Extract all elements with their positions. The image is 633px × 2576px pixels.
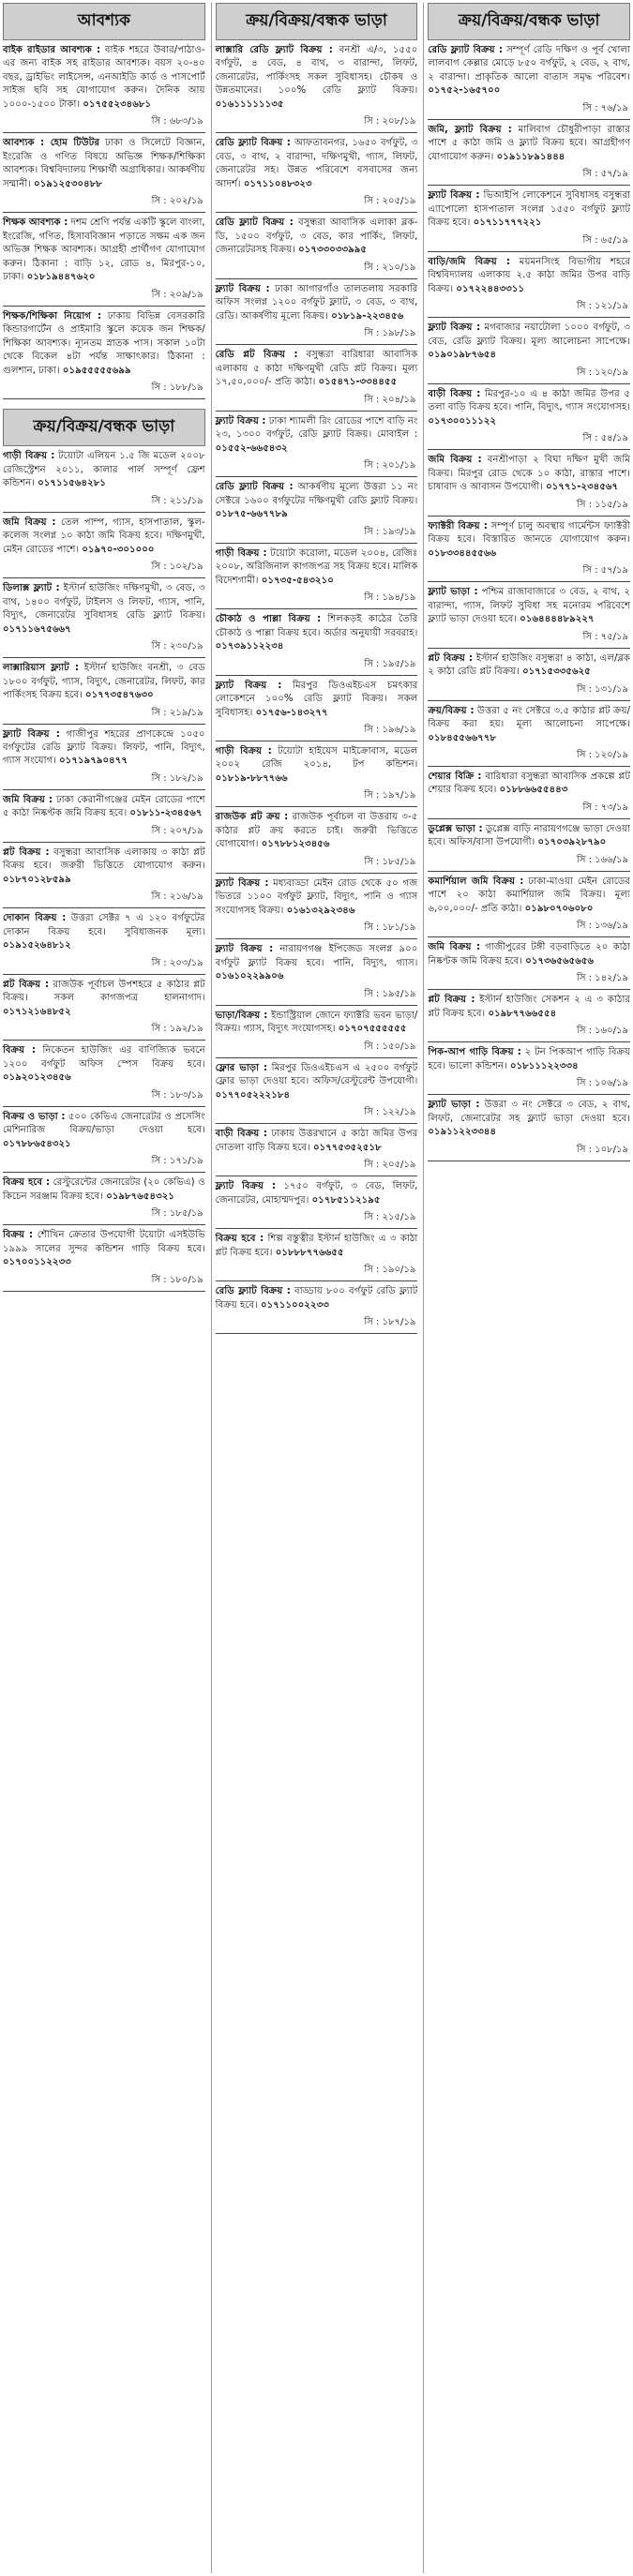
ad-phone: ০১৭৫৫২৩৪৬৮১ [83, 98, 152, 110]
ad-phone: ০১৭১১৭৭৭২২১ [473, 217, 542, 229]
ad-phone: ০১৬১১১১১১৩৫ [215, 98, 284, 110]
ad-keyword: বাড়ী বিক্রয় : [428, 388, 481, 399]
classified-ad [216, 1233, 418, 1262]
ad-text: সম্পূর্ণ চালু অবস্থায় গার্মেন্টস ফ্যাক্টরী বিক্রয় হবে। বিস্তারিত জানতে যোগাযোগ করুন। [428, 520, 631, 546]
ad-text: রেস্টুরেন্টের জেনারেটর (২০ কেভিএ) ও কিচেন সরঞ্জাম বিক্রয় হবে। [3, 1177, 205, 1202]
classified-ad [428, 705, 630, 747]
classified-ad [216, 613, 418, 655]
classified-ad [3, 1044, 205, 1086]
classified-ad [3, 582, 205, 638]
ad-reference: সি : ১০২/১৯ [3, 559, 205, 578]
classified-ad [216, 745, 418, 787]
ad-reference: সি : ১৮৩/১৯ [3, 1087, 205, 1107]
ad-phone: ০১৫৫২-৬৬৫৪৩২ [215, 442, 288, 454]
ad-text: ৫০০ কেভিএ জেনারেটর ও প্রসেসিং মেশিনারিজ বিক্রয়/ভাড়া দেওয়া হবে। [3, 1111, 205, 1136]
ad-reference: সি : ১৯৬/১৯ [216, 722, 418, 741]
ad-phone: ০১৭০৭৫৫৫৫৫৫ [338, 1024, 407, 1035]
ad-keyword: ফ্ল্যাট ভাড়া : [428, 587, 478, 598]
classified-ad [3, 517, 205, 559]
ad-phone: ০১৯৫৫৫৫৫৬৯৯ [62, 365, 131, 376]
ad-text: উত্তরা সেক্টর ৭ এ ১২০ বর্গফুটের দোকান বিক্রয় হবে। সুবিধাজনক মূল্য। [3, 913, 205, 937]
ad-keyword: গাড়ী বিক্রয় : [215, 745, 272, 756]
ad-text: আকর্ষণীয় মূল্যে উত্তরা ১১ নং সেক্টরে ১৬০০ বর্গফুটের দক্ষিণমুখী রেডি ফ্ল্যাট বিক্রয়। [215, 482, 418, 506]
ad-reference: সি : ৫৪/১৯ [428, 430, 630, 450]
ad-reference: সি : ১৯৫/১৯ [216, 656, 418, 676]
ad-reference: সি : ১৬৬/১৯ [428, 852, 630, 872]
ad-phone: ০১৯০১৯৮৭৬৫৪ [428, 350, 497, 361]
ad-phone: ০১৭০০১১২২৩৩ [3, 1257, 71, 1268]
ad-reference: সি : ১৩১/১৯ [428, 681, 630, 701]
ad-phone: ০১৯৮০৭০৬০৮০ [524, 903, 594, 914]
classified-ad [3, 137, 205, 193]
ad-text: নারায়ণগঞ্জ ইপিজেড সংলগ্ন ৯০০ বর্গফুট ফ্ল্যাট বিক্রয় হবে। পানি, বিদ্যুৎ, গ্যাস। [215, 944, 418, 968]
classified-ad [428, 876, 630, 918]
ad-reference: সি : ১২০/১৯ [428, 747, 630, 767]
ad-reference: সি : ১২২/১৯ [216, 1104, 418, 1124]
ad-reference: সি : ১৮৫/১৯ [3, 1206, 205, 1225]
classified-ad [3, 846, 205, 889]
classified-ad [216, 1128, 418, 1157]
ad-text: ঢাকা-মাওয়া মেইন রোডের পাশে ২০ কাঠা কমার্শিয়াল জমি বিক্রয়। মূল্য ৬,০০,০০০/- প্রতি কাঠা। [428, 876, 631, 914]
ad-phone: ০১৭৭৫৩৫২৫১৮ [312, 1142, 382, 1153]
ad-keyword: বাড়ি/জমি বিক্রয় : [428, 256, 510, 267]
ad-phone: ০১৮৮৬৬৫৫৪৪৩ [499, 785, 568, 796]
classified-ad [428, 994, 630, 1023]
ad-text: বাইক শহরে উবার/পাঠাও-এর জন্য বাইক সহ রাইডার আবশ্যক। বয়স ২০-৪০ বছর, ড্রাইভিং লাইসেন্স, এনআইডি কার্ড ও পাসপোর্ট সাইজ ছবি সহ যোগাযোগ করুন। দৈনিক আয় ১০০০-১৫০০ টাকা। [3, 45, 205, 110]
ad-text: ভিআইপি লোকেশনে সুবিধাসহ বসুন্ধরা এ্যাপোলো হাসপাতাল সংলগ্ন ১৫৫০ বর্গফুট ফ্ল্যাট বিক্রয় হবে। [428, 190, 631, 229]
ad-phone: ০১৭৭০৫২২২১৮৪ [215, 1089, 291, 1101]
classified-ad [3, 662, 205, 704]
classified-ad [3, 979, 205, 1021]
ad-reference: সি : ১৯৪/১৯ [216, 590, 418, 609]
classified-ad [216, 877, 418, 920]
ad-reference: সি : ১৬০/১৯ [428, 1023, 630, 1042]
section-header: ক্রয়/বিক্রয়/বন্ধক ভাড়া [3, 409, 205, 446]
ad-text: ময়মনসিংহ বিভাগীয় শহরে বিশ্ববিদ্যালয় এলাকায় ২.৫ কাঠা জমির উপর বাড়ি বিক্রয়। [428, 256, 631, 294]
ad-keyword: বাইক রাইডার আবশ্যক : [3, 45, 101, 55]
ad-keyword: বিক্রয় : [3, 1045, 36, 1056]
ad-phone: ০১৯২০১২৩৪৫৬ [3, 1072, 71, 1084]
ad-text: বারিধারা বসুন্ধরা আবাসিক প্রকল্পে প্লট শেয়ার বিক্রয় হবে। [428, 771, 631, 796]
section-header: ক্রয়/বিক্রয়/বন্ধক ভাড়া [216, 3, 418, 40]
classified-ad [3, 912, 205, 954]
ad-phone: ০১৬১০২২৯৯০৬ [215, 971, 284, 982]
ad-text: শৌখিন ক্রেতার উপযোগী টয়োটা এসইউভি ১৯৯৯ সালের সুন্দর কন্ডিশন গাড়ি বিক্রয় হবে। [3, 1230, 205, 1254]
ad-reference: সি : ১৮১/১৯ [216, 920, 418, 939]
ad-keyword: ফ্যাক্টরী বিক্রয় : [428, 520, 488, 532]
classified-ad [216, 1180, 418, 1209]
ad-phone: ০১৭৩৯১১২২৩৪ [215, 641, 284, 652]
ad-text: তেল পাম্প, গ্যাস, হাসপাতাল, স্কুল-কলেজ সংলগ্ন ১০ কাঠা জমি বিক্রয় হবে। দক্ষিণমুখী, মেইন রোডের পাশে। [3, 517, 205, 555]
ad-phone: ০১৮৮৮৭৭৬৬৫৫ [275, 1247, 344, 1258]
classified-ad [216, 943, 418, 985]
ad-phone: ০১৭০৩৯২৮৭৯০ [537, 837, 607, 848]
ad-reference: সি : ১৯৩/১৯ [216, 524, 418, 544]
ad-reference: সি : ১৯৫/১৯ [216, 986, 418, 1006]
ad-text: উত্তরা ৩ নং সেক্টরে ৩ বেড, ২ বাথ, লিফট, জেনারেটর সহ ফ্ল্যাট ভাড়া দেওয়া হবে। [428, 1100, 631, 1124]
ad-phone: ০১৭৮৮১২৩৪৫৬ [261, 839, 330, 850]
classified-ad [216, 415, 418, 457]
ad-keyword: জমি বিক্রয় : [428, 455, 482, 466]
classified-column [3, 3, 205, 2573]
ad-phone: ০১৭১১০০২২৩৩ [261, 1299, 329, 1310]
classified-ad [428, 124, 630, 166]
ad-reference: সি : ১৮২/১৯ [3, 771, 205, 790]
ad-phone: ০১৭২২৪৪৩৩১১ [456, 283, 525, 294]
classified-ad [216, 349, 418, 391]
classified-ad [3, 1111, 205, 1153]
ad-keyword: বিক্রয় হবে : [3, 1177, 51, 1189]
ad-keyword: রেডি ফ্ল্যাট বিক্রয় : [215, 138, 291, 149]
classified-ad [428, 652, 630, 681]
ad-text: মিরপুর ডিওএইচএস এ ২৫০০ বর্গফুট ফ্লোর ভাড়া দেওয়া হবে। অফিস/রেস্টুরেন্ট উপযোগী। [215, 1062, 418, 1087]
ad-keyword: লাক্সারিয়াস ফ্ল্যাট : [3, 663, 79, 674]
classified-ad [428, 586, 630, 628]
ad-reference: সি : ১৮৫/১৯ [216, 854, 418, 874]
ad-keyword: ভাড়া/বিক্রয় : [215, 1010, 268, 1021]
ad-keyword: শিক্ষক/শিক্ষিকা নিয়োগ : [3, 310, 102, 322]
ad-keyword: কমার্শিয়াল জমি বিক্রয় : [428, 876, 524, 887]
ad-text: ঢাকা আগারগাঁও তালতলায় সরকারি অফিস সংলগ্ন ১২০০ বর্গফুট ফ্ল্যাট, ৩ বেড, ৩ বাথ, রেডি। আকর্ষণীয় মূল্যে বিক্রয়। [215, 283, 418, 322]
ad-text: ইস্টার্ন হাউজিং বনশ্রী, ৩ বেড ১৮০০ বর্গফুট, গ্যাস, বিদ্যুৎ, জেনারেটর, লিফট, কার পার্কিংসহ বিক্রয় হবে। [3, 663, 205, 701]
ad-reference: সি : ১৮৮/১৯ [3, 380, 205, 399]
ad-keyword: শিক্ষক আবশ্যক : [3, 217, 68, 229]
ad-phone: ০১৮১৯-৮৮৭৭৬৬ [215, 772, 288, 784]
ad-keyword: বিক্রয় হবে : [215, 1234, 264, 1245]
ad-reference: সি : ১৮০/১৯ [3, 1272, 205, 1292]
ad-reference: সি : ২০৭/১৯ [3, 823, 205, 843]
ad-phone: ০১৯১২৫৩০৪৮৮ [34, 178, 102, 189]
ad-text: ১৭৫০ বর্গফুট, ৩ বেড, লিফট, জেনারেটর, মোহাম্মদপুর। [215, 1181, 418, 1206]
ad-reference: সি : ১৫০/১৯ [216, 1039, 418, 1058]
classified-ad [216, 680, 418, 722]
ad-reference: সি : ২৩০/১৯ [3, 638, 205, 658]
ad-keyword: চৌকাঠ ও পাল্লা বিক্রয় : [215, 614, 322, 625]
classified-ad [216, 811, 418, 853]
classified-ad [216, 1285, 418, 1314]
ad-phone: ০১৭১৫৩৩৫৬২৫ [522, 666, 591, 678]
ad-keyword: প্লট বিক্রয় : [428, 652, 473, 664]
ad-text: ঢাকা কেরানীগঞ্জের মেইন রোডের পাশে ৫ কাঠা নিষ্কণ্টক জমি বিক্রয় হবে। [3, 794, 205, 819]
ad-keyword: প্লট বিক্রয় : [428, 995, 475, 1006]
ad-phone: ০১৮১৯৪৪৭৬২০ [26, 272, 96, 283]
classified-ad [428, 256, 630, 298]
ad-reference: সি : ৭৫/১৯ [428, 629, 630, 649]
ad-text: মিরপুর ডিওএইচএস চমৎকার লোকেশনে ১০০% রেডি ফ্ল্যাট বিক্রয়। সকল সুবিধাসহ। [215, 680, 418, 718]
ad-keyword: ফ্ল্যাট বিক্রয় : [215, 1181, 276, 1192]
ad-keyword: ডুপ্লেক্স ভাড়া : [428, 823, 483, 834]
ad-text: পশ্চিম রাজাবাজারে ৩ বেড, ২ বাথ, ২ বারান্দা, গ্যাস, লিফট সুবিধা সহ মনোরম পরিবেশে ফ্ল্যাট ভাড়া দেওয়া হবে। [428, 587, 631, 625]
ad-text: শিলকড়ই কাঠের তৈরি চৌকাঠ ও পাল্লা বিক্রয় হবে। অর্ডার অনুযায়ী সরবরাহ। [215, 614, 418, 638]
ad-keyword: প্লট বিক্রয় : [3, 979, 50, 990]
ad-keyword: রেডি প্লট বিক্রয় : [215, 350, 298, 361]
ad-phone: ০১৮১১-২৩৪৫৬৭ [129, 808, 203, 819]
ad-keyword: রেডি ফ্ল্যাট বিক্রয় : [215, 1286, 291, 1297]
ad-reference: সি : ৭৩/১৯ [428, 800, 630, 819]
ad-text: শিল্প বস্তুত্বীর ইস্টার্ন হাউজিং এ ৩ কাঠা প্লট বিক্রয় হবে। [215, 1234, 418, 1258]
ad-phone: ০১৮৩৩৪৪৫৫৬৬ [428, 547, 497, 559]
classified-ad [428, 1046, 630, 1075]
classified-ad [428, 189, 630, 232]
ad-keyword: রেডি ফ্ল্যাট বিক্রয় : [215, 482, 294, 493]
ad-keyword: পিক-আপ গাড়ি বিক্রয় : [428, 1047, 521, 1058]
ad-keyword: জমি বিক্রয় : [3, 517, 56, 528]
classified-ad [216, 481, 418, 523]
ad-phone: ০১৮৭৫-৬৬৭৭৮৯ [215, 509, 288, 520]
ad-text: রাজউক পূর্বাচল উপশহরে ৫ কাঠার প্লট বিক্রয়। সকল কাগজপত্র হালনাগাদ। [3, 979, 205, 1004]
ad-reference: সি : ২১৯/১৯ [3, 705, 205, 725]
ad-reference: সি : ৬৮৩/১৯ [3, 113, 205, 133]
ad-phone: ০১৫৪৭১-৩৩৪৪৫৫ [318, 377, 398, 388]
classified-ad [428, 771, 630, 800]
ad-phone: ০১৭৫৬-১৪৩২৭৭ [255, 707, 328, 718]
ad-phone: ০১৭১৯৭৯০৪৭৭ [59, 756, 128, 767]
ad-phone: ০১৯১১২২৩৩৪৪ [428, 1127, 497, 1138]
ad-reference: সি : ২০৯/১৯ [3, 287, 205, 307]
ad-reference: সি : ১৯২/১৯ [3, 1021, 205, 1041]
ad-phone: ০১৭৮৮৬৫৪৩২১ [3, 1138, 71, 1149]
ad-phone: ০১৭৮৫১১২১৯৫ [311, 1194, 381, 1206]
ad-reference: সি : ১৯০/১৯ [216, 1262, 418, 1281]
classified-ad [428, 44, 630, 100]
ad-text: বসুন্ধরা আবাসিক এলাকায় ৩ কাঠা প্লট বিক্রয় হবে। জরুরী ভিত্তিতে যোগাযোগ করুন। [3, 846, 205, 872]
ad-keyword: ফ্ল্যাট ভাড়া : [428, 1100, 480, 1111]
ad-keyword: রেডি ফ্ল্যাট বিক্রয় : [428, 45, 504, 55]
ad-text: বসুন্ধরা আবাসিক এলাকা ব্লক-ডি, ১৫০০ বর্গফুট, ৩ বেড, কার পার্কিং, লিফট, জেনারেটরসহ বিক্রয়। [215, 217, 418, 256]
classified-ad [428, 520, 630, 562]
ad-phone: ০১৭৭৩৫৪৭৬৩০ [84, 690, 154, 701]
ad-keyword: ফ্ল্যাট বিক্রয় : [215, 283, 270, 294]
ad-reference: সি : ২০৫/১৯ [216, 1157, 418, 1176]
ad-phone: ০১৭১১০৪৮৩২৩ [243, 178, 312, 189]
classified-ad [3, 44, 205, 113]
ad-phone: ০১৭৭১-২৩৪৫৬৭ [546, 482, 619, 493]
ad-reference: সি : ২০৪/১৯ [216, 392, 418, 412]
ad-text: ইস্টার্ন হাউজিং দক্ষিণমুখী, ৩ বেড, ৩ বাথ, ১৪০০ বর্গফুট, টাইলস ও লিফট, গ্যাস, পানি, বিদ্যুৎ, জেনারেটর সুবিধাসহ রেডি ফ্ল্যাট বিক্রয়। [3, 583, 205, 622]
classified-ad [3, 794, 205, 823]
ad-reference: সি : ১৯৭/১৯ [216, 787, 418, 807]
section-header: আবশ্যক [3, 3, 205, 40]
ad-reference: সি : ১০৬/১৯ [428, 1075, 630, 1095]
ad-reference: সি : ৬৫/১৯ [428, 232, 630, 252]
ad-text: মিরপুর-১০ এ ৪ কাঠা জমির উপর ৫ তলা বাড়ি বিক্রয় হবে। পানি, বিদ্যুৎ, গ্যাস সংযোগসহ। [428, 388, 631, 413]
ad-phone: ০১৭৩৩০৩৩৯৯৫ [298, 245, 367, 256]
ad-text: বনশ্রী এ/৩, ১৫৫০ বর্গফুট, ৪ বেড, ৪ বাথ, ৩ বারান্দা, লিফট, জেনারেটর, পার্কিংসহ সকল সুবিধাসহ। চৌকষ ও উন্নতমানের। ১০০% রেডি ফ্ল্যাট বিক্রয়। [215, 45, 418, 97]
ad-keyword: রেডি ফ্ল্যাট বিক্রয় : [215, 217, 294, 229]
classified-column [211, 3, 418, 2573]
ad-text: টয়োটা এলিয়ন ১.৫ জি মডেল ২০০৮ রেজিস্ট্রেশন ২০১১, কালার পার্ল সম্পূর্ণ ফ্রেশ কন্ডিশন। [3, 451, 205, 489]
classified-ad [3, 217, 205, 286]
ad-text: ডুপ্লেক্স বাড়ি নারায়ণগঞ্জে ভাড়া দেওয়া হবে। অফিস/বাসা উপযোগী। [428, 823, 630, 848]
ad-phone: ০১৭১২১৬৪৮৫২ [3, 1006, 71, 1017]
ad-text: ঢাকায় বিভিন্ন বেসরকারি কিন্ডারগার্টেন ও প্রাইমারি স্কুলে কয়েক জন শিক্ষক/শিক্ষিকা আবশ্যক। ন্যূনতম স্নাতক পাস। সকাল ১০টা থেকে বিকেল ৪টা পর্যন্ত সাক্ষাৎকার। ঠিকানা : গুলশান, ঢাকা। [3, 310, 205, 376]
classified-ad [428, 454, 630, 496]
ad-text: সম্পূর্ণ রেডি দক্ষিণ ও পূর্ব খোলা লালবাগ কেল্লার মোড়ে ৮৫০ বর্গফুট, ২ বেড, ২ বাথ, ২ বারান্দা। প্রাকৃতিক আলো বাতাস সমৃদ্ধ পরিবেশ। [428, 45, 631, 82]
ad-phone: ০১৬৪৪৪৪৮৯২২৭ [520, 614, 595, 625]
ad-phone: ০১৯৭০-৩০১০০০ [82, 544, 155, 555]
ad-phone: ০১৭৫২-১৬৫৭০০ [428, 85, 501, 97]
ad-reference: সি : ২১৬/১৯ [3, 889, 205, 908]
classified-ad [428, 1099, 630, 1141]
ad-reference: সি : ৫৭/১৯ [428, 166, 630, 186]
ad-text: ঢাকায় উত্তরখানে ৫ কাঠা জমির উপর দোতলা বাড়ি বিক্রয় হবে। [215, 1129, 418, 1153]
ad-text: ইস্টার্ন হাউজিং সেকশন ২ এ ৩ কাঠার প্লট বিক্রয় হবে। [428, 995, 630, 1019]
ad-reference: সি : ২০৫/১৯ [216, 193, 418, 213]
ad-reference: সি : ২০২/১৯ [3, 193, 205, 213]
ad-reference: সি : ১৭১/১৯ [3, 1153, 205, 1173]
ad-text: ইন্ডাস্ট্রিয়াল জোনে ফ্যাক্টরি ভবন ভাড়া/বিক্রয়। গ্যাস, বিদ্যুৎ সংযোগসহ। [215, 1010, 418, 1035]
ad-keyword: প্লট বিক্রয় : [3, 846, 50, 858]
ad-keyword: ফ্ল্যাট বিক্রয় : [215, 944, 274, 955]
ad-keyword: ফ্ল্যাট বিক্রয় : [428, 322, 481, 334]
ad-text: উত্তরা ৫ নং সেক্টরে ৩.৫ কাঠার প্লট ক্রয়/বিক্রয় করা হয়। মূল্য আলোচনা সাপেক্ষে। [428, 705, 631, 730]
ad-keyword: ফ্ল্যাট বিক্রয় : [215, 877, 269, 889]
ad-text: টয়োটা হাইয়েস মাইক্রোবাস, মডেল ২০০২ রেজি ২০১৪, টপ কন্ডিশন। [215, 745, 418, 771]
classified-column [423, 3, 630, 2573]
ad-text: রাজউক পূর্বাচল বা উত্তরায় ৩-৫ কাঠার প্লট ক্রয় করতে চাই। জরুরী ভিত্তিতে যোগাযোগ। [215, 812, 418, 850]
ad-phone: ০১৭১১৫৬৪২৮১ [38, 478, 106, 489]
ad-keyword: লাক্সারি রেডি ফ্ল্যাট বিক্রয় : [215, 45, 333, 55]
ad-phone: ০১৯১৫২৬৪৮১২ [3, 940, 71, 951]
ad-reference: সি : ৭৬/১৯ [428, 100, 630, 120]
ad-keyword: ফ্ল্যাট বিক্রয় : [428, 190, 480, 202]
ad-reference: সি : ২০৩/১৯ [3, 955, 205, 975]
ad-keyword: জমি, ফ্ল্যাট বিক্রয় : [428, 124, 512, 135]
classified-ad [428, 322, 630, 364]
classified-ad [428, 388, 630, 430]
classified-ad [216, 283, 418, 325]
ad-text: মধ্যবাড্ডা মেইন রোড থেকে ৫০ গজ ভিতরে ১১০০ বর্গফুট ফ্ল্যাট, বিদ্যুৎ, পানি ও গ্যাস সংযোগসহ বিক্রয়। [215, 877, 418, 916]
classified-ad [3, 450, 205, 492]
classified-ad [428, 941, 630, 970]
classified-ad [216, 547, 418, 590]
ad-keyword: গাড়ী বিক্রয় : [215, 547, 267, 559]
ad-text: দশম শ্রেণি পর্যন্ত একটি স্কুলে বাংলা, ইংরেজি, গণিত, হিসাববিজ্ঞান পড়াতে সক্ষম এক জন অভিজ্ঞ শিক্ষক আবশ্যক। আগ্রহী প্রার্থীগণ যোগাযোগ করুন। ঠিকানা : বাড়ি ১২, রোড ৪, মিরপুর-১০, ঢাকা। [3, 217, 205, 283]
ad-reference: সি : ১১৫/১৯ [428, 497, 630, 517]
ad-phone: ০১৭৩৬৫৬৫৬৫৬ [525, 955, 595, 966]
ad-reference: সি : ১৪২/১৯ [428, 970, 630, 990]
ad-keyword: বাড়ী বিক্রয় : [215, 1129, 267, 1140]
ad-keyword: বিক্রয় ও ভাড়া : [3, 1111, 66, 1122]
classified-ad [216, 44, 418, 113]
ad-text: ঢাকা ও সিলেটে বিজ্ঞান, ইংরেজি ও গণিত বিষয়ে অভিজ্ঞ শিক্ষক/শিক্ষিকা আবশ্যক। বিশ্ববিদ্যালয় শিক্ষার্থী অগ্রাধিকার। আকর্ষণীয় সম্মানী। [3, 138, 205, 189]
ad-text: বনশ্রীপাড়া ২ বিঘা দক্ষিণ মুখী জমি বিক্রয়। মিরপুর রোড থেকে ১০ কাঠা, রাস্তার পাশে। চাষাবাদ ও আবাসন উপযোগী। [428, 455, 631, 493]
ad-text: টয়োটা করোলা, মডেল ২০০৪, রেজিঃ ২০০৮, অরিজিনাল কাগজপত্র সহ বিক্রয় হবে। মালিক বিদেশগামী। [215, 547, 418, 586]
ad-text: গাজীপুর শহরের প্রাণকেন্দ্রে ১০৫০ বর্গফুটের রেডি ফ্ল্যাট বিক্রয়। লিফট, পানি, বিদ্যুৎ, গ্যাস সংযোগ। [3, 728, 205, 767]
ad-reference: সি : ১৮৭/১৯ [216, 1314, 418, 1334]
ad-reference: সি : ২১০/১৯ [216, 260, 418, 279]
classified-ad [3, 728, 205, 771]
ad-reference: সি : ৫৭/১৯ [428, 562, 630, 582]
ad-phone: ০১৭১১৬৭৫৬৬৭ [3, 623, 71, 635]
section-header: ক্রয়/বিক্রয়/বন্ধক ভাড়া [428, 3, 630, 40]
ad-keyword: ফ্ল্যাট বিক্রয় : [215, 415, 266, 427]
ad-phone: ০১৮১৯-২২৩৪৫৬ [331, 310, 404, 322]
classified-ad [216, 1010, 418, 1039]
classified-ad [216, 137, 418, 193]
ad-text: গাজীপুরের টঙ্গী বড়বাড়িতে ২০ কাঠা নিষ্কণ্টক জমি বিক্রয় হবে। [428, 942, 631, 966]
classified-ad [3, 310, 205, 380]
ad-keyword: ক্রয়/বিক্রয় : [428, 705, 475, 716]
ad-phone: ০১৯৮৭৭৬৬৫৫৪ [488, 1008, 557, 1019]
classified-ad [3, 1229, 205, 1271]
ad-keyword: ফ্ল্যাট বিক্রয় : [215, 680, 282, 691]
ad-phone: ০১৮৪৫৫৬৬৭৭৮ [428, 732, 497, 743]
ad-phone: ০১৬১৩২৯২৩৪৬ [286, 905, 355, 916]
ad-keyword: শেয়ার বিক্রি : [428, 771, 482, 782]
ad-text: বাড্ডায় ৮০০ বর্গফুট রেডি ফ্ল্যাট বিক্রয় হবে। [215, 1286, 418, 1310]
ad-keyword: দোকান বিক্রয় : [3, 913, 67, 924]
classified-ad [428, 823, 630, 852]
ad-phone: ০১৯৮৭৬৫৪৩২১ [106, 1191, 174, 1202]
ad-text: আফতাবনগর, ১৬৫০ বর্গফুট, ৩ বেড, ৩ বাথ, ২ বারান্দা, দক্ষিণমুখী, গ্যাস, লিফট, জেনারেটর সহ। উন্নত পরিবেশে বসবাসের জন্য আদর্শ। [215, 138, 418, 189]
ad-text: নিকেতন হাউজিং এর বাণিজ্যিক ভবনে ১২০০ বর্গফুট অফিস স্পেস বিক্রয় হবে। [3, 1045, 205, 1070]
ad-keyword: ফ্লোর ভাড়া : [215, 1062, 268, 1073]
ad-phone: ০১৮১১১২২৩৩৪ [509, 1060, 579, 1071]
classified-ad [3, 1176, 205, 1206]
ad-reference: সি : ১২১/১৯ [428, 298, 630, 318]
ad-keyword: বিক্রয় : [3, 1230, 34, 1241]
ad-reference: সি : ২১৫/১৯ [216, 1209, 418, 1229]
ad-keyword: আবশ্যক : হোম টিউটর [3, 138, 99, 149]
ad-keyword: জমি বিক্রয় : [3, 794, 53, 805]
ad-text: ২ টন পিকআপ গাড়ি বিক্রয় হবে। ভালো কন্ডিশন। [428, 1047, 631, 1071]
classified-ad [216, 217, 418, 259]
ad-phone: ০১৮৭০১২৮৫৯৯ [3, 874, 71, 885]
ad-keyword: ফ্ল্যাট বিক্রয় : [3, 728, 60, 740]
ad-text: ইস্টার্ন হাউজিং বসুন্ধরা ৪ কাঠা, এল/ব্লক ২ কাঠা রেডি প্লট বিক্রয়। [428, 652, 631, 678]
ad-reference: সি : ২০১/১৯ [216, 457, 418, 477]
ad-reference: সি : ১৩৬/১৯ [428, 918, 630, 937]
ad-keyword: জমি বিক্রয় : [428, 942, 481, 953]
ad-text: বসুন্ধরা বারিধারা আবাসিক এলাকায় ৫ কাঠা দক্ষিণমুখী রেডি প্লট বিক্রয়। মূল্য ১৭,৫০,০০০/- প্রতি কাঠা। [215, 350, 418, 388]
ad-keyword: গাড়ী বিক্রয় : [3, 451, 55, 462]
ad-reference: সি : ১৯৮/১৯ [216, 325, 418, 345]
ad-reference: সি : ১২০/১৯ [428, 365, 630, 384]
ad-phone: ০১৭৩০০১১১২২ [428, 415, 497, 427]
ad-keyword: রাজউক প্লট ক্রয় : [215, 812, 289, 823]
classified-ad [216, 1062, 418, 1104]
ad-phone: ০১৭৩৫-৫৪৩২১০ [261, 575, 334, 586]
ad-reference: সি : ২০৮/১৯ [216, 113, 418, 133]
ad-text: মগবাজার নয়াটোলা ১০০০ বর্গফুট, ৩ বেড, রেডি ফ্ল্যাট বিক্রয়। মূল্য আলোচনা সাপেক্ষে। [428, 322, 631, 347]
ad-text: ঢাকা শ্যামলী রিং রোডের পাশে বাড়ি নং ২৩, ১৩০০ বর্গফুট, রেডি ফ্ল্যাট বিক্রয়। মোবাইল : [215, 415, 418, 441]
ad-phone: ০১৯১১৮৯১৪৪৪ [496, 151, 565, 162]
ad-reference: সি : ১০৮/১৯ [428, 1142, 630, 1161]
ad-keyword: ডিলাক্স ফ্ল্যাট : [3, 583, 60, 594]
ad-text: মালিবাগ চৌধুরীপাড়া রাস্তার পাশে ৫ কাঠা জমি ও ফ্ল্যাট বিক্রয় হবে। আগ্রহীগণ যোগাযোগ করুন। [428, 124, 631, 162]
ad-reference: সি : ২১১/১৯ [3, 493, 205, 513]
